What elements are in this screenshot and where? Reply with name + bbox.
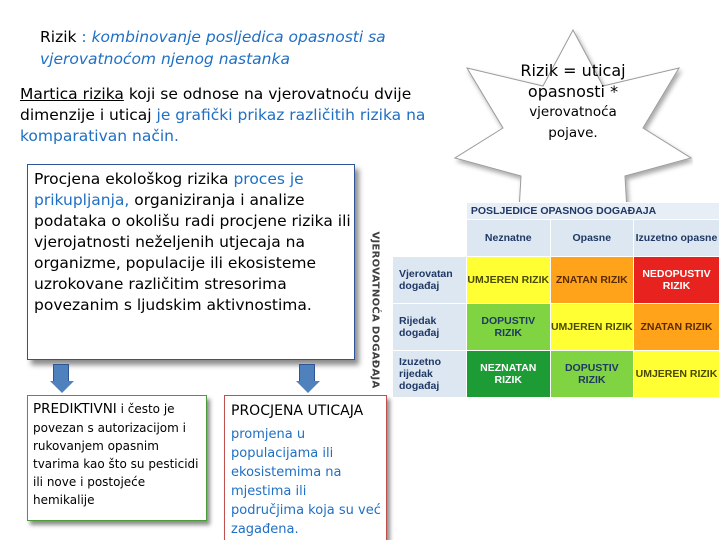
column-header: Izuzetno opasne [633, 220, 719, 257]
predictive-heading: PREDIKTIVNI [33, 401, 117, 417]
matrix-corner-2 [393, 220, 467, 257]
impact-heading: PROCJENA UTICAJA [231, 403, 364, 419]
matrix-corner [393, 203, 467, 220]
impact-body: promjena u populacijama ili ekosistemima na mjestima ili područjima koja su već zagađena. [231, 427, 381, 537]
column-header: Opasne [550, 220, 633, 257]
row-header: Izuzetno rijedak događaj [393, 351, 467, 398]
risk-formula-line2: opasnosti * [527, 82, 619, 101]
risk-cell: NEZNATAN RIZIK [466, 351, 550, 398]
predictive-body: povezan s autorizacijom i rukovanjem opasnim tvarima kao što su pesticidi ili nove i postojeće hemikalije [33, 421, 199, 507]
risk-cell: DOPUSTIV RIZIK [466, 304, 550, 351]
matrix-description-plain: koji se odnose na vjerovatnoću dvije dimenzije i uticaj [20, 85, 412, 124]
down-arrow-right-icon [296, 364, 318, 393]
risk-matrix [362, 202, 720, 417]
consequences-header: POSLJEDICE OPASNOG DOGAĐAJA [466, 203, 719, 220]
risk-term: Rizik [40, 28, 77, 46]
risk-definition [40, 26, 420, 70]
matrix-description [20, 84, 440, 147]
eco-risk-body: organiziranja i analize podataka o okolišu radi procjene rizika ili vjerojatnosti neželjenih utjecaja na organizme, populacije ili ekosisteme uzrokovane različitim stresorima povezanim s ljudskim aktivnostima. [34, 191, 351, 314]
risk-cell: ZNATAN RIZIK [550, 257, 633, 304]
risk-cell: DOPUSTIV RIZIK [550, 351, 633, 398]
eco-risk-term: Procjena ekološkog rizika [34, 170, 229, 188]
risk-formula-line1: Rizik = uticaj [520, 61, 626, 80]
eco-risk-blue: proces je prikupljanja, [34, 170, 304, 209]
probability-axis-label: VJEROVATNOĆA DOGAĐAJA [369, 230, 381, 389]
eco-risk-box [27, 164, 355, 360]
risk-cell: UMJEREN RIZIK [466, 257, 550, 304]
down-arrow-left-icon [50, 364, 72, 393]
risk-formula-line3: vjerovatnoća [529, 104, 617, 120]
risk-definition-text: kombinovanje posljedica opasnosti sa vjerovatnoćom njenog nastanka [40, 28, 386, 68]
risk-cell: ZNATAN RIZIK [633, 304, 719, 351]
row-header: Vjerovatan događaj [393, 257, 467, 304]
risk-formula-line4: pojave. [548, 125, 598, 141]
risk-formula [493, 60, 653, 144]
risk-matrix-table [392, 202, 720, 398]
column-header: Neznatne [466, 220, 550, 257]
risk-cell: UMJEREN RIZIK [550, 304, 633, 351]
risk-cell: UMJEREN RIZIK [633, 351, 719, 398]
matrix-term: Martica rizika [20, 85, 124, 103]
row-header: Rijedak događaj [393, 304, 467, 351]
predictive-heading-tail: i često je [116, 402, 175, 416]
risk-cell: NEDOPUSTIV RIZIK [633, 257, 719, 304]
predictive-box [27, 395, 207, 521]
risk-separator: : [76, 28, 92, 46]
matrix-description-blue: je grafički prikaz različitih rizika na komparativan način. [20, 106, 426, 145]
